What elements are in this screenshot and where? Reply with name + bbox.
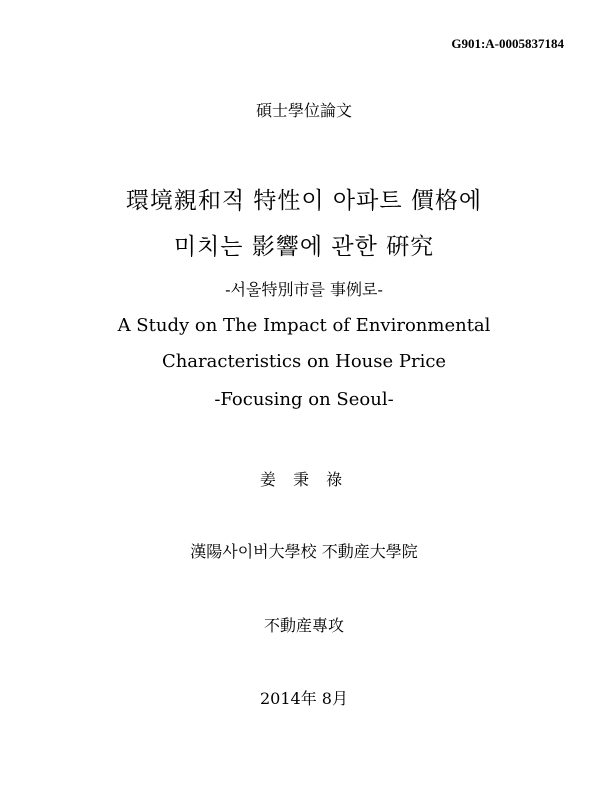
school-name: 漢陽사이버大學校 不動産大學院	[190, 542, 418, 561]
english-title-line2: Characteristics on House Price	[161, 351, 447, 372]
submission-date: 2014年 8月	[260, 689, 348, 708]
english-subtitle: -Focusing on Seoul-	[214, 389, 394, 410]
korean-title-line2: 미치는 影響에 관한 硏究	[173, 234, 435, 260]
korean-title-line1: 環境親和적 特性이 아파트 價格에	[125, 188, 483, 214]
author-name: 姜 秉 祿	[259, 470, 349, 489]
korean-subtitle: -서울特別市를 事例로-	[225, 280, 383, 299]
degree-title: 碩士學位論文	[255, 101, 352, 120]
english-title-line1: A Study on The Impact of Environmental	[117, 315, 491, 336]
major-name: 不動産專攻	[263, 616, 344, 635]
document-code: G901:A-0005837184	[451, 36, 564, 51]
